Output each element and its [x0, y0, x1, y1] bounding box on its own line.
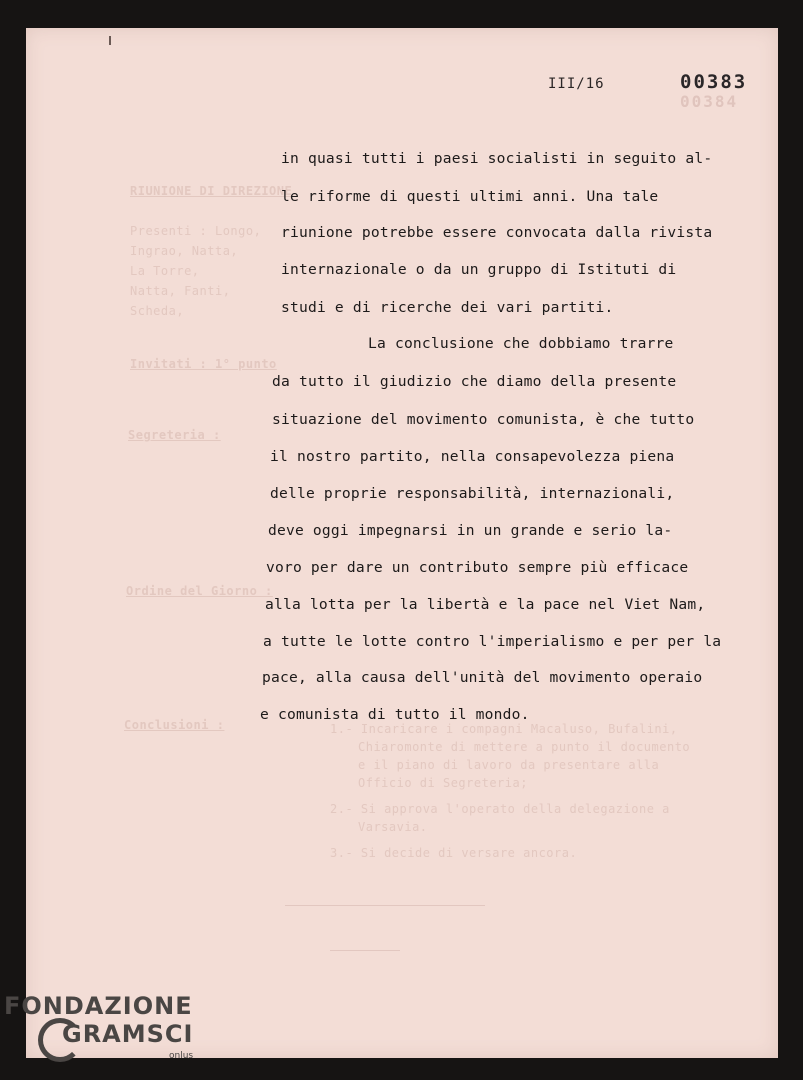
- text-line: internazionale o da un gruppo di Istituti di: [281, 261, 677, 278]
- logo-line2: GRAMSCI: [62, 1020, 194, 1048]
- text-line: pace, alla causa dell'unità del movimento operaio: [262, 669, 703, 686]
- logo-g-icon: [38, 1018, 82, 1062]
- text-line: da tutto il giudizio che diamo della presente: [272, 373, 677, 390]
- text-line: a tutte le lotte contro l'imperialismo e per per la: [263, 633, 722, 650]
- text-line: voro per dare un contributo sempre più efficace: [266, 559, 689, 576]
- bleed-heading: RIUNIONE DI DIREZIONE: [130, 184, 293, 198]
- text-line: La conclusione che dobbiamo trarre: [368, 335, 674, 352]
- logo-line1: FONDAZIONE: [4, 992, 193, 1020]
- bleed-line: Ordine del Giorno :: [126, 584, 273, 598]
- bleed-line: Conclusioni :: [124, 718, 225, 732]
- bleed-line: Scheda,: [130, 304, 185, 318]
- bleed-line: Officio di Segreteria;: [358, 776, 528, 790]
- page-stamp-number: 00383: [680, 71, 748, 93]
- bleed-line: 3.- Si decide di versare ancora.: [330, 846, 578, 860]
- logo-sub: onlus: [169, 1051, 194, 1061]
- text-line: il nostro partito, nella consapevolezza piena: [270, 448, 675, 465]
- pencil-mark: [109, 36, 111, 45]
- text-line: in quasi tutti i paesi socialisti in seguito al-: [281, 150, 713, 167]
- bleed-line: Segreteria :: [128, 428, 221, 442]
- page-stamp-ghost: 00384: [680, 92, 739, 111]
- archive-code: III/16: [548, 76, 605, 92]
- bleed-line: e il piano di lavoro da presentare alla: [358, 758, 660, 772]
- bleed-line: La Torre,: [130, 264, 200, 278]
- bleed-line: Varsavia.: [358, 820, 428, 834]
- text-line: delle proprie responsabilità, internazionali,: [270, 485, 675, 502]
- fondazione-gramsci-logo: [4, 992, 194, 1061]
- bleed-line: Natta, Fanti,: [130, 284, 231, 298]
- bleed-divider: [285, 905, 485, 906]
- bleed-signature: [330, 930, 400, 951]
- bleed-line: Ingrao, Natta,: [130, 244, 239, 258]
- bleed-line: Invitati : 1° punto: [130, 357, 277, 371]
- text-line: e comunista di tutto il mondo.: [260, 706, 530, 723]
- text-line: studi e di ricerche dei vari partiti.: [281, 299, 614, 316]
- text-line: situazione del movimento comunista, è che tutto: [272, 411, 695, 428]
- bleed-line: Chiaromonte di mettere a punto il documento: [358, 740, 691, 754]
- text-line: deve oggi impegnarsi in un grande e serio la-: [268, 522, 673, 539]
- text-line: riunione potrebbe essere convocata dalla rivista: [281, 224, 713, 241]
- bleed-line: Presenti : Longo,: [130, 224, 262, 238]
- document-page: [26, 28, 778, 1058]
- bleed-line: 2.- Si approva l'operato della delegazione a: [330, 802, 670, 816]
- text-line: alla lotta per la libertà e la pace nel Viet Nam,: [265, 596, 706, 613]
- bleed-line: 1.- Incaricare i compagni Macaluso, Bufalini,: [330, 722, 678, 736]
- text-line: le riforme di questi ultimi anni. Una tale: [281, 188, 659, 205]
